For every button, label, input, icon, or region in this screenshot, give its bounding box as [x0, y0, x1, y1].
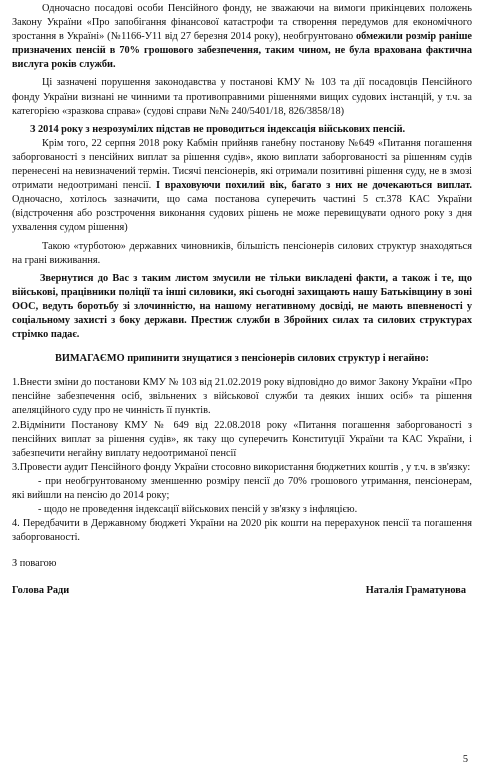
signature-name: Наталія Граматунова: [365, 585, 466, 597]
demand-item-2: 2.Відмінити Постанову КМУ № 649 від 22.08.2018 року «Питання погашення заборгованості з пенсійних виплат за рішення судів», як таку що суперечить Конституції України та КАС України, і забезпечити негайну виплату недоотриманої пенсії: [12, 419, 472, 459]
paragraph-pension-limit-text: Одночасно посадові особи Пенсійного фонду, не зважаючи на вимоги прикінцевих положень Закону України «Про запобігання фінансової катастрофи та створення передумов для економічного зростання в Україні» (№1166-У11 від 27 березня 2014 року), необгрунтовано: [12, 3, 472, 43]
paragraph-indexation: З 2014 року з незрозумілих підстав не проводиться індексація військових пенсій.: [30, 123, 406, 135]
closing-regards: З повагою: [12, 558, 57, 570]
paragraph-court-decisions: Ці зазначені порушення законодавства у постанові КМУ № 103 та дії посадовців Пенсійного фонду України визнані не чинними та противоправними рішеннями вищих судових інстанцій, у т.ч. за категорією «зразкова справа» (судові справи №№ 240/5401/18, 826/3858/18): [12, 77, 472, 117]
paragraph-survival: Такою «турботою» державних чиновників, більшість пенсіонерів силових структур знаходяться на грані виживання.: [12, 240, 472, 266]
demand-item-1: 1.Внести зміни до постанови КМУ № 103 від 21.02.2019 року відповідно до вимог Закону України «Про пенсійне забезпечення осіб, звільнених з військової служби та деяких інших осіб» та рішення апеляційного суду про не чинність її пунктів.: [12, 377, 472, 417]
signature-row: [12, 585, 472, 596]
demand-item-3b: - щодо не проведення індексації військових пенсій у зв'язку з інфляцією.: [38, 504, 358, 516]
page-number: 5: [462, 754, 468, 765]
paragraph-pension-limit-bold: обмежили розмір раніше призначених пенсій в 70% грошового забезпечення, таким чином, не була врахована фактична вислуга років служби.: [12, 31, 472, 71]
signature-title: Голова Ради: [12, 585, 70, 597]
paragraph-pension-limit: [12, 2, 472, 72]
demand-title: ВИМАГАЄМО припинити знущатися з пенсіонерів силових структур і негайно:: [55, 353, 429, 365]
paragraph-resolution-649: [12, 137, 472, 236]
paragraph-resolution-649-text: Крім того, 22 серпня 2018 року Кабмін прийняв ганебну постанову №649 «Питання погашення заборгованості з пенсійних виплат за рішення судів», якою виплати заборгованості за рішенням судів перенесені на невизначений термін. Тисячі пенсіонерів, які отримали позитивні рішення суду, не в змозі отримати недоотримані пенсії.: [12, 137, 472, 192]
paragraph-appeal: Звернутися до Вас з таким листом змусили не тільки викладені факти, а також і те, що військові, працівники поліції та інші силовики, які сьогодні захищають нашу Батьківщину в зоні ООС, ведуть боротьбу зі злочинністю, на нашому негативному досвіді, не мають впевненості у соціальному захисті з боку держави. Престиж служби в Збройних силах та силових структурах стрімко падає.: [12, 272, 472, 341]
demand-item-3a: - при необгрунтованому зменшенню розміру пенсії до 70% грошового утримання, пенсіонерам, які вийшли на пенсію до 2014 року;: [12, 475, 472, 501]
document-page: [12, 2, 472, 596]
paragraph-resolution-649-bold: І враховуючи похилий вік, багато з них не дочекаються виплат.: [156, 180, 472, 192]
demand-item-4: 4. Передбачити в Державному бюджеті України на 2020 рік кошти на перерахунок пенсії та погашення заборгованості.: [12, 518, 472, 544]
paragraph-resolution-649-tail: Одночасно, хотілось зазначити, що сама постанова суперечить частині 5 ст.378 КАС України (відстрочення або розстрочення виконання судових рішень не може перевищувати одного року з дня ухвалення судом рішення): [12, 194, 472, 234]
demand-item-3: 3.Провести аудит Пенсійного фонду України стосовно використання бюджетних коштів , у т.ч. в зв'язку:: [12, 461, 471, 473]
